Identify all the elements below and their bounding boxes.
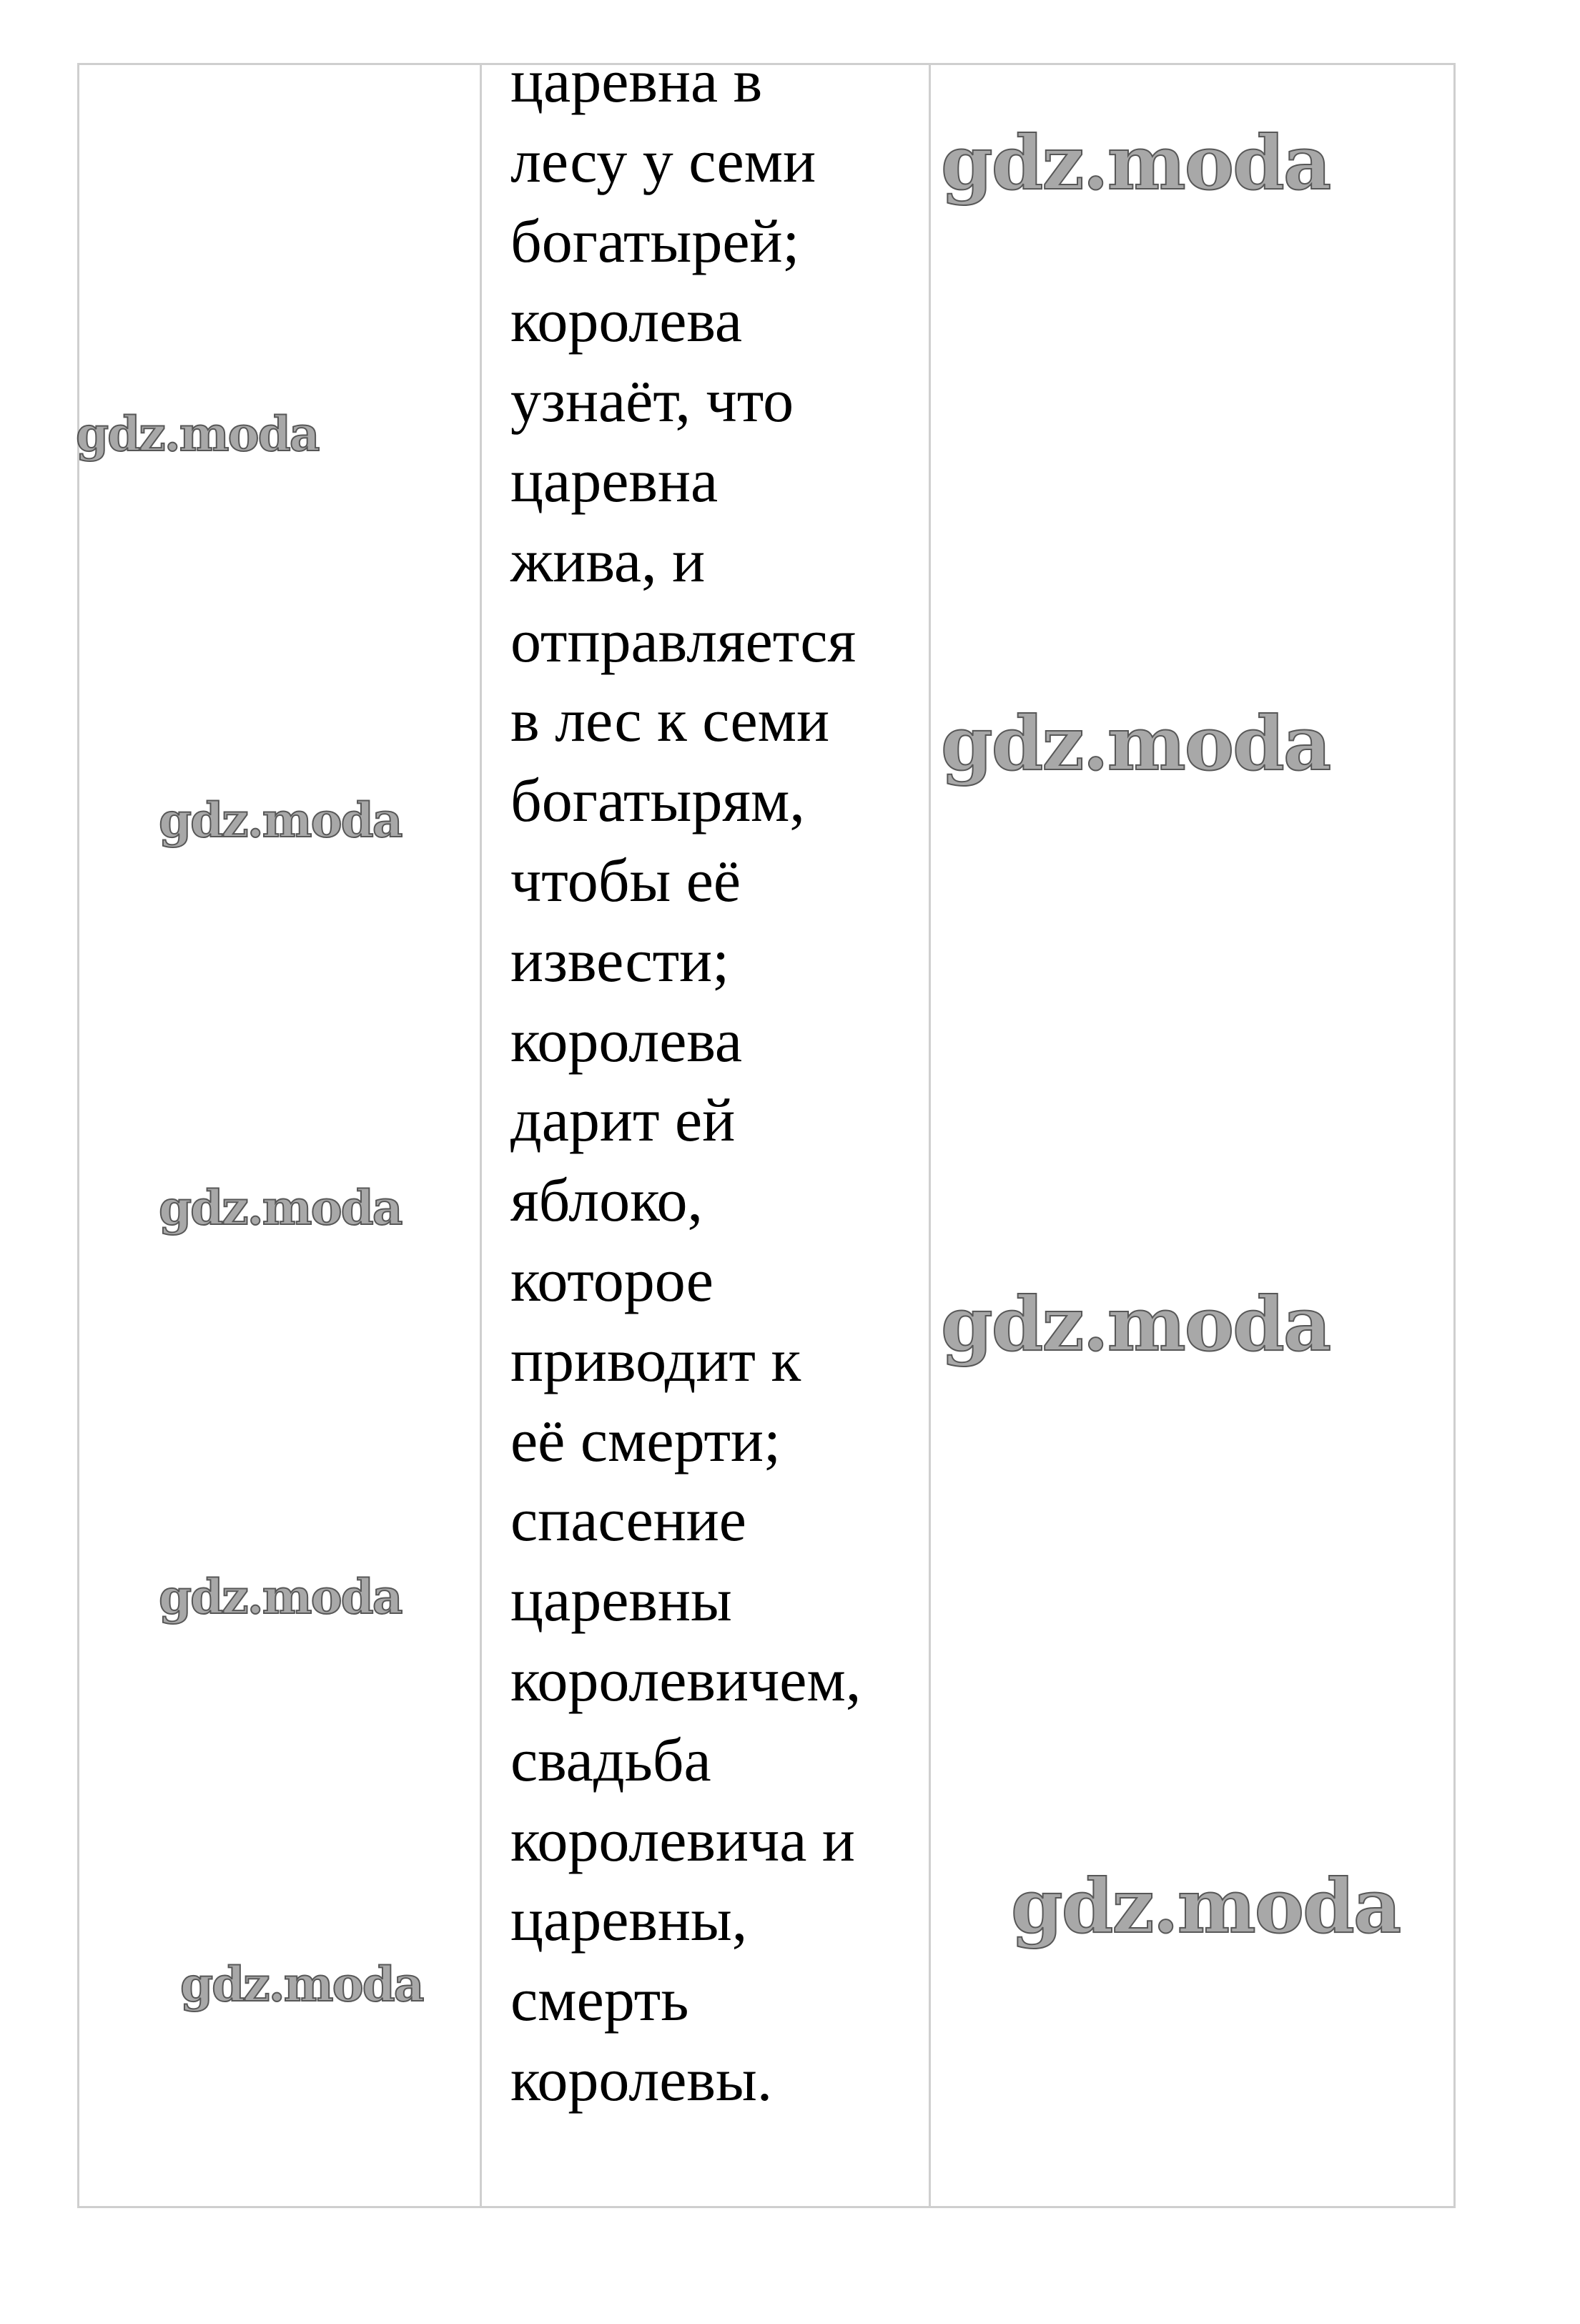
cell-line: яблоко,: [510, 1166, 703, 1235]
cell-line: богатырей;: [510, 206, 800, 275]
cell-line: спасение: [510, 1485, 746, 1555]
cell-line: смерть: [510, 1965, 689, 2034]
cell-line: богатырям,: [510, 766, 805, 835]
watermark: gdz.moda: [159, 792, 402, 848]
column-divider-left: [480, 65, 482, 2206]
watermark: gdz.moda: [941, 699, 1330, 787]
cell-line: королевичем,: [510, 1645, 861, 1714]
table-cell-middle: [510, 41, 939, 2120]
cell-line: приводит к: [510, 1325, 801, 1394]
watermark: gdz.moda: [180, 1956, 423, 2012]
cell-line: королевы.: [510, 2044, 773, 2114]
cell-line: царевны,: [510, 1885, 748, 1954]
watermark: gdz.moda: [941, 119, 1330, 207]
cell-line: извести;: [510, 925, 730, 995]
cell-line: лесу у семи: [510, 126, 816, 195]
cell-line: королева: [510, 286, 743, 355]
cell-line: королевича и: [510, 1805, 855, 1874]
cell-line: царевны: [510, 1565, 732, 1635]
cell-line: жива, и: [510, 526, 706, 595]
cell-line: царевна в: [510, 46, 763, 115]
cell-line: дарит ей: [510, 1085, 736, 1155]
watermark: gdz.moda: [1011, 1862, 1401, 1950]
watermark: gdz.moda: [159, 1180, 402, 1236]
cell-line: отправляется: [510, 606, 856, 675]
watermark: gdz.moda: [159, 1569, 402, 1625]
cell-line: которое: [510, 1245, 714, 1314]
watermark: gdz.moda: [941, 1280, 1330, 1368]
cell-line: её смерти;: [510, 1405, 781, 1474]
cell-line: в лес к семи: [510, 686, 830, 755]
cell-line: чтобы её: [510, 845, 741, 915]
cell-line: свадьба: [510, 1725, 711, 1794]
watermark: gdz.moda: [76, 406, 319, 462]
cell-line: узнаёт, что: [510, 366, 794, 435]
cell-line: царевна: [510, 445, 719, 515]
cell-line: королева: [510, 1005, 743, 1075]
